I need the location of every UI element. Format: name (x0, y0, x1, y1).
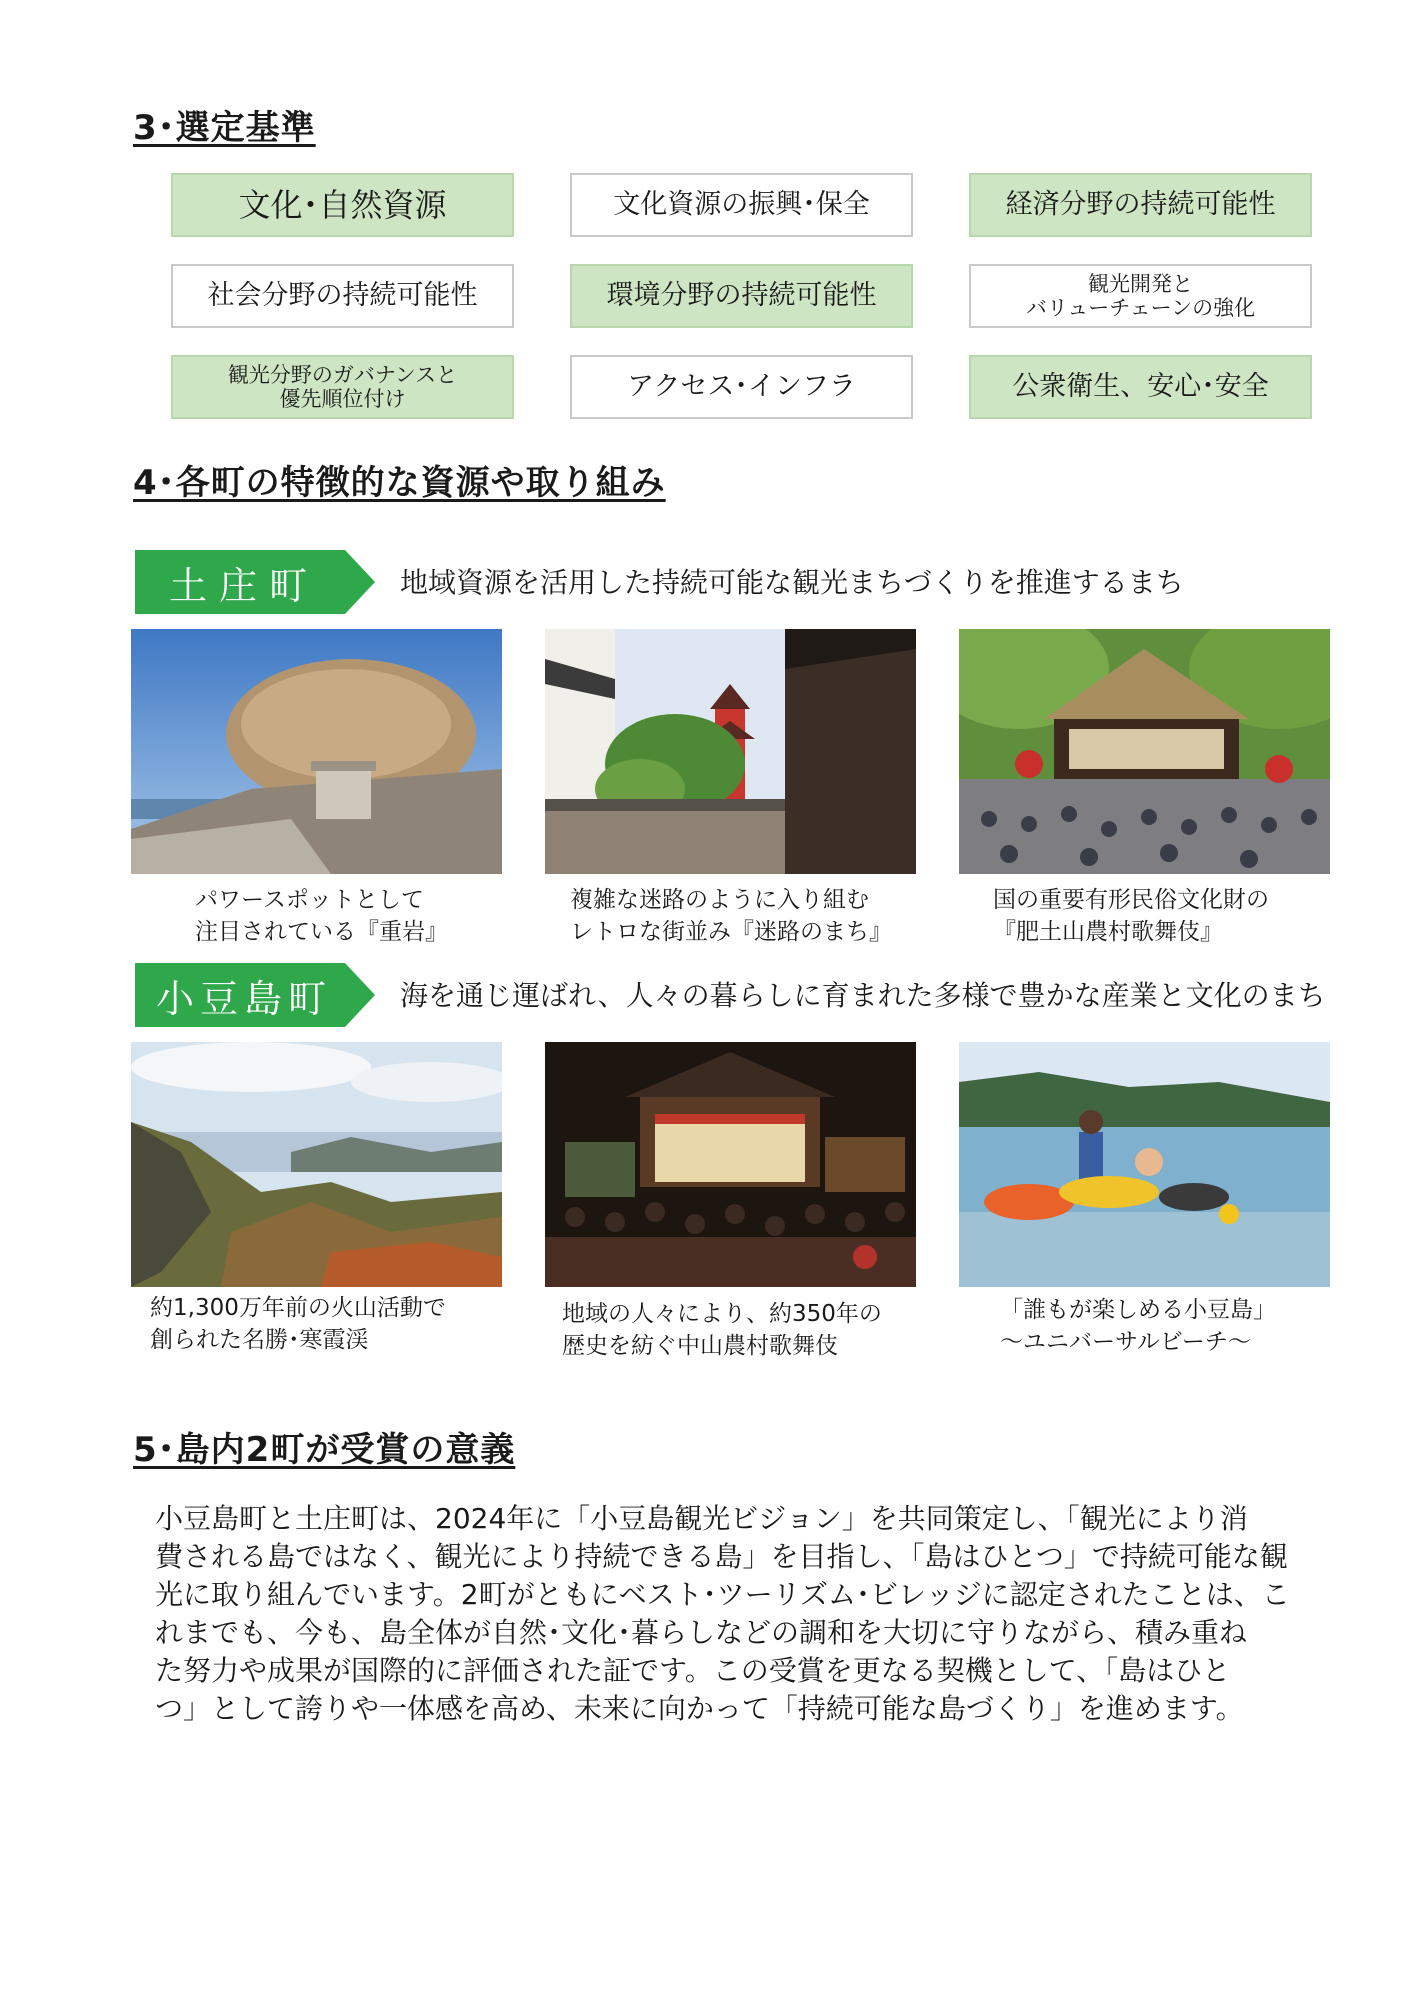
photo-caption: 国の重要有形民俗文化財の 『肥土山農村歌舞伎』 (993, 887, 1269, 945)
criteria-box: 社会分野の持続可能性 (171, 264, 514, 328)
photo-caption: 約1,300万年前の火山活動で 創られた名勝･寒霞渓 (150, 1295, 446, 1353)
town-tag-tonosho (135, 550, 375, 614)
town-tag-shodoshima (135, 963, 375, 1027)
town-name: 小豆島町 (155, 976, 332, 1021)
criteria-box: 環境分野の持続可能性 (570, 264, 913, 328)
town-tagline: 海を通じ運ばれ、人々の暮らしに育まれた多様で豊かな産業と文化のまち (400, 979, 1326, 1012)
photo-caption: 「誰もが楽しめる小豆島」 ～ユニバーサルビーチ～ (1000, 1297, 1276, 1355)
criteria-box: 経済分野の持続可能性 (969, 173, 1312, 237)
criteria-box: 文化･自然資源 (171, 173, 514, 237)
criteria-box: アクセス･インフラ (570, 355, 913, 419)
photo-caption: 複雑な迷路のように入り組む レトロな街並み『迷路のまち』 (570, 887, 892, 945)
section-5-heading: 5･島内2町が受賞の意義 (133, 1430, 516, 1470)
section-3-heading: 3･選定基準 (133, 108, 316, 148)
photo-meiro-town (545, 629, 916, 874)
criteria-box: 観光開発と バリューチェーンの強化 (969, 264, 1312, 328)
town-tagline: 地域資源を活用した持続可能な観光まちづくりを推進するまち (400, 566, 1184, 599)
significance-paragraph: 小豆島町と土庄町は、2024年に「小豆島観光ビジョン」を共同策定し、「観光により消 費される島ではなく、観光により持続できる島」を目指し、「島はひとつ」で持続可能な観 光に取り組んでいます。2町がともにベスト･ツーリズム･ビレッジに認定されたことは、こ れまでも、今も、島全体が自然･文化･暮らしなどの調和を大切に守りながら、積み重ね た努力や成果が国際的に評価された証です。この受賞を更なる契機として、「島はひと つ」として誇りや一体感を高め、未来に向かって「持続可能な島づくり」を進めます。 (155, 1502, 1290, 1725)
photo-caption: 地域の人々により、約350年の 歴史を紡ぐ中山農村歌舞伎 (562, 1301, 882, 1359)
photo-kankakei (131, 1042, 502, 1287)
section-4-heading: 4･各町の特徴的な資源や取り組み (133, 463, 666, 503)
criteria-box: 公衆衛生、安心･安全 (969, 355, 1312, 419)
photo-universal-beach (959, 1042, 1330, 1287)
criteria-box: 観光分野のガバナンスと 優先順位付け (171, 355, 514, 419)
photo-caption: パワースポットとして 注目されている『重岩』 (195, 887, 448, 945)
photo-kasaneiwa (131, 629, 502, 874)
photo-nakayama-kabuki (545, 1042, 916, 1287)
photo-hitoyama-kabuki (959, 629, 1330, 874)
town-name: 土庄町 (168, 563, 319, 608)
criteria-box: 文化資源の振興･保全 (570, 173, 913, 237)
